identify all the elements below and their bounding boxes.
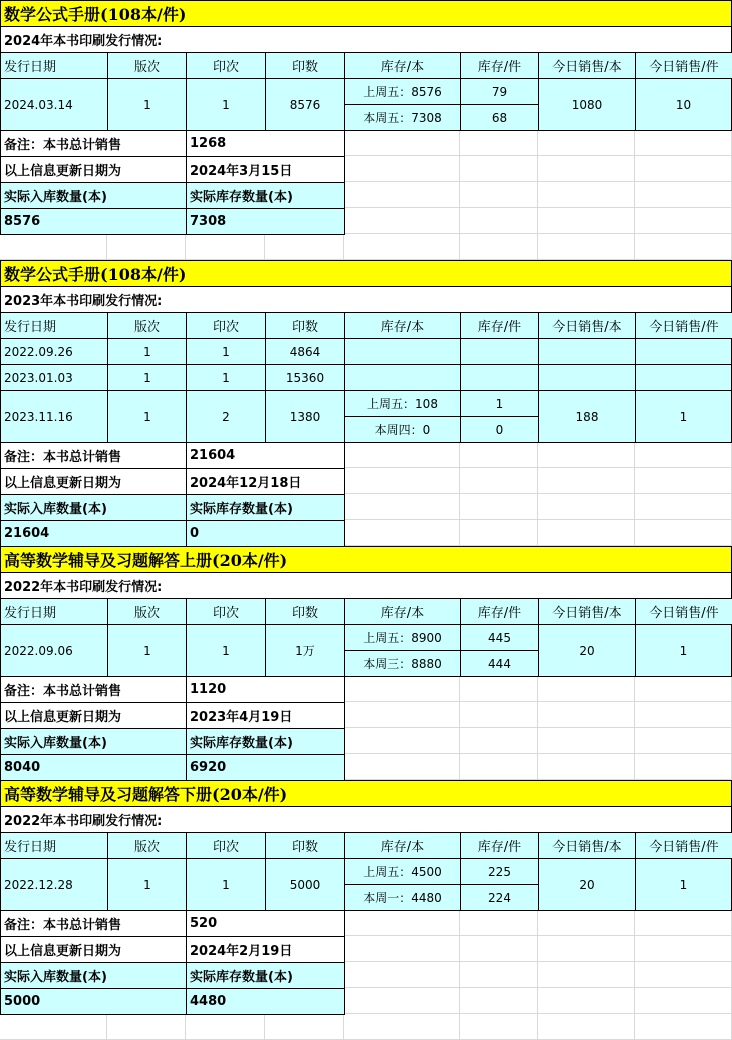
grid-cell[interactable] [186,234,265,260]
column-header: 版次 [107,312,187,339]
copies-cell[interactable]: 15360 [265,364,345,391]
column-header: 版次 [107,832,187,859]
grid-cell[interactable] [344,520,460,546]
grid-cell[interactable] [460,130,538,156]
grid-cell[interactable] [635,182,732,208]
actual-stock-label: 实际库存数量(本) [186,494,345,521]
today-sales-books-cell[interactable]: 1080 [538,78,636,131]
column-header: 库存/本 [344,312,461,339]
grid-cell[interactable] [635,208,732,234]
column-header: 今日销售/本 [538,832,636,859]
issue-date-cell[interactable]: 2022.09.26 [0,338,108,365]
copies-cell[interactable]: 8576 [265,78,345,131]
section-subtitle: 2022年本书印刷发行情况: [0,572,732,599]
grid-cell[interactable] [460,676,538,702]
grid-cell[interactable] [344,156,460,182]
grid-cell[interactable] [538,1014,635,1040]
updated-label: 以上信息更新日期为 [0,468,187,495]
today-sales-pieces-cell[interactable] [635,338,732,365]
section-title: 高等数学辅导及习题解答上册(20本/件) [0,546,732,573]
updated-label: 以上信息更新日期为 [0,936,187,963]
grid-cell[interactable] [635,962,732,988]
grid-cell[interactable] [538,728,635,754]
copies-cell[interactable]: 4864 [265,338,345,365]
grid-cell[interactable] [344,910,460,936]
column-header: 印次 [186,598,266,625]
printing-cell[interactable]: 1 [186,858,266,911]
grid-cell[interactable] [538,754,635,780]
grid-cell[interactable] [186,1014,265,1040]
today-sales-books-cell[interactable] [538,338,636,365]
actual-stock-value[interactable]: 7308 [186,208,345,235]
grid-cell[interactable] [107,234,186,260]
grid-cell[interactable] [460,156,538,182]
edition-cell[interactable]: 1 [107,858,187,911]
column-header: 今日销售/件 [635,312,732,339]
grid-cell[interactable] [344,208,460,234]
grid-cell[interactable] [538,988,635,1014]
column-header: 今日销售/本 [538,52,636,79]
stock-pieces-cell[interactable]: 445 [460,624,539,651]
stock-books-cell[interactable] [344,338,461,365]
actual-stock-value[interactable]: 0 [186,520,345,547]
column-header: 印数 [265,312,345,339]
grid-cell[interactable] [538,494,635,520]
column-header: 库存/件 [460,832,539,859]
actual-in-label: 实际入库数量(本) [0,962,187,989]
edition-cell[interactable]: 1 [107,390,187,443]
stock-books-cell[interactable] [344,364,461,391]
column-header: 发行日期 [0,52,108,79]
grid-cell[interactable] [460,234,538,260]
issue-date-cell[interactable]: 2023.01.03 [0,364,108,391]
stock-books-cell[interactable]: 上周五：4500 [344,858,461,885]
column-header: 印数 [265,832,345,859]
issue-date-cell[interactable]: 2022.09.06 [0,624,108,677]
column-header: 库存/本 [344,598,461,625]
column-header: 库存/件 [460,52,539,79]
column-header: 发行日期 [0,312,108,339]
total-sales-label: 备注：本书总计销售 [0,676,187,703]
grid-cell[interactable] [460,936,538,962]
issue-date-cell[interactable]: 2024.03.14 [0,78,108,131]
grid-cell[interactable] [344,234,460,260]
updated-value[interactable]: 2024年2月19日 [186,936,345,963]
today-sales-pieces-cell[interactable]: 1 [635,858,732,911]
grid-cell[interactable] [344,676,460,702]
grid-cell[interactable] [460,754,538,780]
column-header: 印次 [186,312,266,339]
grid-cell[interactable] [265,234,344,260]
stock-books-cell[interactable]: 本周三：8880 [344,650,461,677]
edition-cell[interactable]: 1 [107,364,187,391]
column-header: 印数 [265,598,345,625]
grid-cell[interactable] [538,182,635,208]
grid-cell[interactable] [635,442,732,468]
updated-value[interactable]: 2024年12月18日 [186,468,345,495]
grid-cell[interactable] [344,988,460,1014]
actual-stock-label: 实际库存数量(本) [186,182,345,209]
edition-cell[interactable]: 1 [107,624,187,677]
updated-value[interactable]: 2023年4月19日 [186,702,345,729]
grid-cell[interactable] [344,468,460,494]
grid-cell[interactable] [635,130,732,156]
total-sales-value[interactable]: 520 [186,910,345,937]
column-header: 印次 [186,52,266,79]
actual-in-value[interactable]: 8576 [0,208,187,235]
grid-cell[interactable] [344,702,460,728]
grid-cell[interactable] [635,988,732,1014]
grid-cell[interactable] [265,1014,344,1040]
stock-pieces-cell[interactable]: 225 [460,858,539,885]
grid-cell[interactable] [460,1014,538,1040]
grid-cell[interactable] [538,468,635,494]
copies-cell[interactable]: 5000 [265,858,345,911]
grid-cell[interactable] [538,208,635,234]
total-sales-value[interactable]: 1268 [186,130,345,157]
printing-cell[interactable]: 1 [186,338,266,365]
column-header: 今日销售/本 [538,312,636,339]
actual-in-label: 实际入库数量(本) [0,494,187,521]
column-header: 版次 [107,598,187,625]
grid-cell[interactable] [107,1014,186,1040]
grid-cell[interactable] [635,234,732,260]
stock-books-cell[interactable]: 本周一：4480 [344,884,461,911]
column-header: 今日销售/件 [635,52,732,79]
actual-in-label: 实际入库数量(本) [0,728,187,755]
grid-cell[interactable] [460,494,538,520]
section-subtitle: 2023年本书印刷发行情况: [0,286,732,313]
today-sales-books-cell[interactable]: 20 [538,858,636,911]
today-sales-books-cell[interactable]: 20 [538,624,636,677]
actual-stock-value[interactable]: 6920 [186,754,345,781]
grid-cell[interactable] [538,910,635,936]
copies-cell[interactable]: 1380 [265,390,345,443]
stock-pieces-cell[interactable]: 68 [460,104,539,131]
actual-stock-value[interactable]: 4480 [186,988,345,1015]
grid-cell[interactable] [635,910,732,936]
grid-cell[interactable] [460,182,538,208]
today-sales-books-cell[interactable]: 188 [538,390,636,443]
updated-label: 以上信息更新日期为 [0,702,187,729]
today-sales-pieces-cell[interactable]: 1 [635,624,732,677]
printing-cell[interactable]: 1 [186,78,266,131]
column-header: 版次 [107,52,187,79]
grid-cell[interactable] [538,442,635,468]
grid-cell[interactable] [635,494,732,520]
grid-cell[interactable] [538,130,635,156]
stock-books-cell[interactable]: 上周五：108 [344,390,461,417]
updated-label: 以上信息更新日期为 [0,156,187,183]
grid-cell[interactable] [635,156,732,182]
grid-cell[interactable] [538,962,635,988]
column-header: 今日销售/件 [635,832,732,859]
total-sales-label: 备注：本书总计销售 [0,442,187,469]
grid-cell[interactable] [538,702,635,728]
column-header: 印数 [265,52,345,79]
updated-value[interactable]: 2024年3月15日 [186,156,345,183]
grid-cell[interactable] [538,156,635,182]
grid-cell[interactable] [635,468,732,494]
stock-books-cell[interactable]: 本周五：7308 [344,104,461,131]
grid-cell[interactable] [344,130,460,156]
issue-date-cell[interactable]: 2023.11.16 [0,390,108,443]
column-header: 库存/本 [344,832,461,859]
column-header: 今日销售/件 [635,598,732,625]
grid-cell[interactable] [635,936,732,962]
column-header: 库存/本 [344,52,461,79]
column-header: 发行日期 [0,598,108,625]
printing-cell[interactable]: 1 [186,624,266,677]
grid-cell[interactable] [344,936,460,962]
total-sales-value[interactable]: 21604 [186,442,345,469]
section-title: 数学公式手册(108本/件) [0,0,732,27]
grid-cell[interactable] [538,676,635,702]
grid-cell[interactable] [460,442,538,468]
today-sales-books-cell[interactable] [538,364,636,391]
stock-books-cell[interactable]: 上周五：8576 [344,78,461,105]
copies-cell[interactable]: 1万 [265,624,345,677]
grid-cell[interactable] [0,1014,107,1040]
grid-cell[interactable] [538,234,635,260]
total-sales-label: 备注：本书总计销售 [0,910,187,937]
total-sales-value[interactable]: 1120 [186,676,345,703]
section-title: 数学公式手册(108本/件) [0,260,732,287]
stock-pieces-cell[interactable] [460,364,539,391]
stock-pieces-cell[interactable]: 444 [460,650,539,677]
stock-books-cell[interactable]: 上周五：8900 [344,624,461,651]
column-header: 今日销售/本 [538,598,636,625]
grid-cell[interactable] [344,494,460,520]
grid-cell[interactable] [538,520,635,546]
section-subtitle: 2024年本书印刷发行情况: [0,26,732,53]
column-header: 库存/件 [460,598,539,625]
today-sales-pieces-cell[interactable]: 10 [635,78,732,131]
grid-cell[interactable] [460,910,538,936]
grid-cell[interactable] [0,234,107,260]
grid-cell[interactable] [538,936,635,962]
grid-cell[interactable] [460,702,538,728]
grid-cell[interactable] [635,1014,732,1040]
actual-in-value[interactable]: 21604 [0,520,187,547]
printing-cell[interactable]: 1 [186,364,266,391]
issue-date-cell[interactable]: 2022.12.28 [0,858,108,911]
today-sales-pieces-cell[interactable]: 1 [635,390,732,443]
stock-pieces-cell[interactable]: 79 [460,78,539,105]
grid-cell[interactable] [344,728,460,754]
total-sales-label: 备注：本书总计销售 [0,130,187,157]
actual-stock-label: 实际库存数量(本) [186,728,345,755]
stock-pieces-cell[interactable]: 224 [460,884,539,911]
stock-pieces-cell[interactable]: 1 [460,390,539,417]
grid-cell[interactable] [344,442,460,468]
grid-cell[interactable] [460,962,538,988]
actual-in-value[interactable]: 5000 [0,988,187,1015]
column-header: 发行日期 [0,832,108,859]
column-header: 印次 [186,832,266,859]
section-title: 高等数学辅导及习题解答下册(20本/件) [0,780,732,807]
grid-cell[interactable] [635,676,732,702]
printing-cell[interactable]: 2 [186,390,266,443]
grid-cell[interactable] [344,182,460,208]
actual-stock-label: 实际库存数量(本) [186,962,345,989]
stock-pieces-cell[interactable] [460,338,539,365]
grid-cell[interactable] [460,208,538,234]
grid-cell[interactable] [635,520,732,546]
grid-cell[interactable] [460,520,538,546]
grid-cell[interactable] [635,728,732,754]
edition-cell[interactable]: 1 [107,78,187,131]
column-header: 库存/件 [460,312,539,339]
grid-cell[interactable] [344,1014,460,1040]
edition-cell[interactable]: 1 [107,338,187,365]
stock-pieces-cell[interactable]: 0 [460,416,539,443]
grid-cell[interactable] [635,702,732,728]
grid-cell[interactable] [460,468,538,494]
grid-cell[interactable] [344,962,460,988]
grid-cell[interactable] [635,754,732,780]
grid-cell[interactable] [460,988,538,1014]
grid-cell[interactable] [460,728,538,754]
grid-cell[interactable] [344,754,460,780]
today-sales-pieces-cell[interactable] [635,364,732,391]
section-subtitle: 2022年本书印刷发行情况: [0,806,732,833]
actual-in-value[interactable]: 8040 [0,754,187,781]
stock-books-cell[interactable]: 本周四：0 [344,416,461,443]
actual-in-label: 实际入库数量(本) [0,182,187,209]
